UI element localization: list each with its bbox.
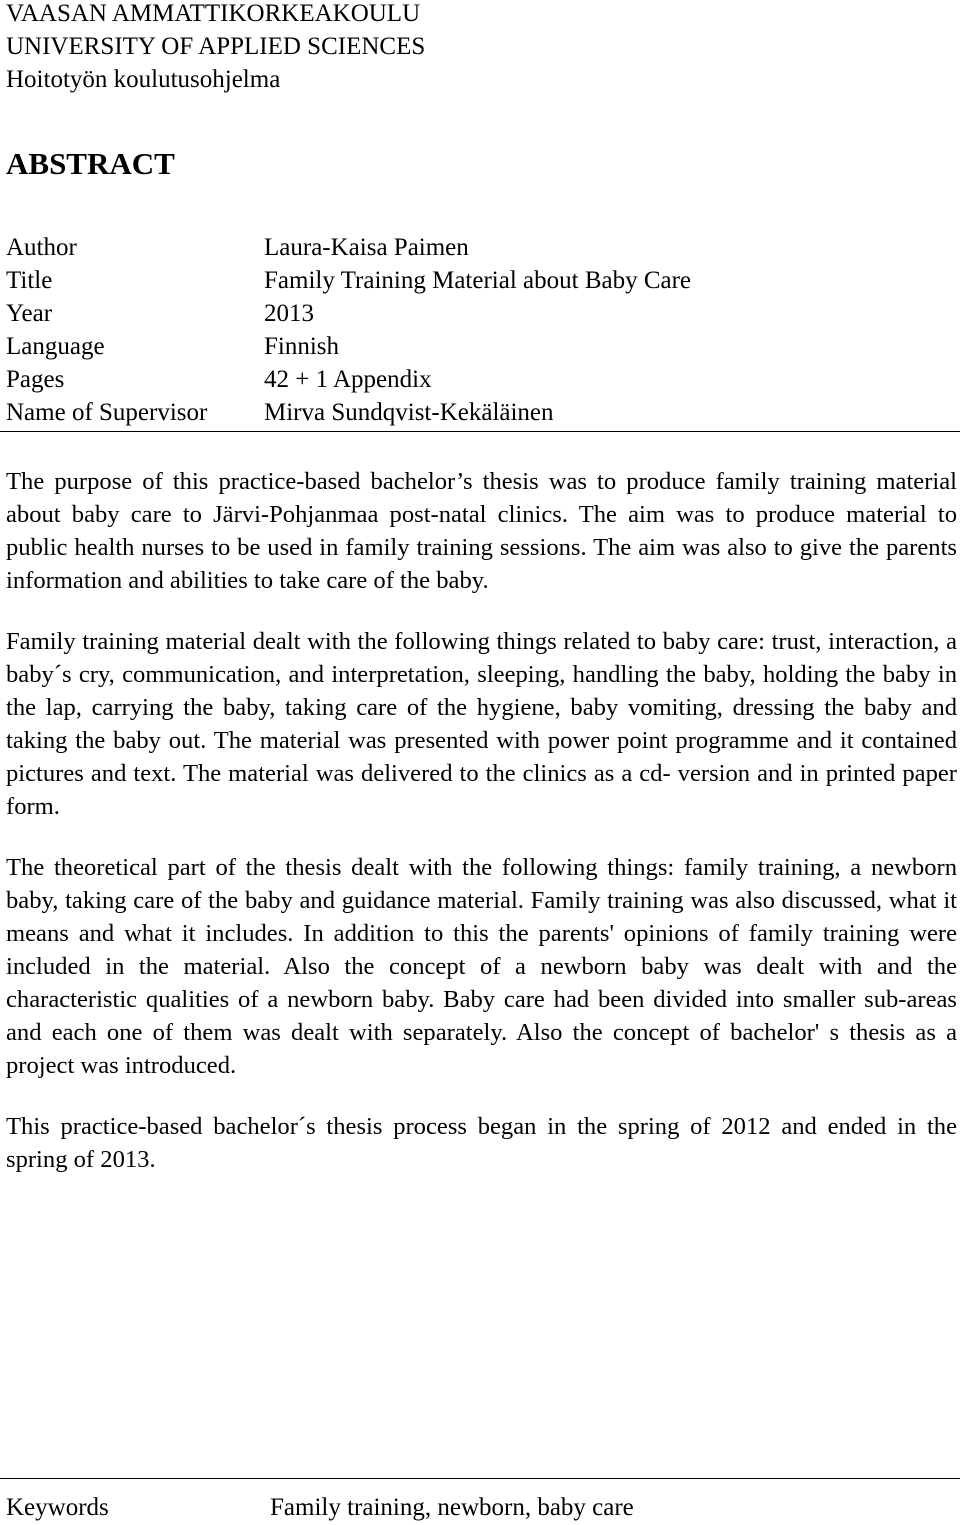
degree-programme: Hoitotyön koulutusohjelma [6, 66, 281, 93]
meta-row-author [6, 231, 958, 264]
meta-label: Author [6, 234, 77, 261]
meta-row-pages [6, 363, 958, 396]
meta-row-supervisor [6, 396, 958, 429]
meta-value: Mirva Sundqvist-Kekäläinen [264, 399, 554, 426]
meta-label: Language [6, 333, 105, 360]
institution-name: VAASAN AMMATTIKORKEAKOULU [6, 0, 421, 27]
abstract-paragraph: This practice-based bachelor´s thesis process began in the spring of 2012 and ended in the spring of 2013. [6, 1113, 957, 1173]
abstract-paragraph: The theoretical part of the thesis dealt with the following things: family training, a newborn baby, taking care of the baby and guidance material. Family training was also discussed, what it means and what it includes. In addition to this the parents' opinions of family training were included in the material. Also the concept of a newborn baby was dealt with and the characteristic qualities of a newborn baby. Baby care had been divided into smaller sub-areas and each one of them was dealt with separately. Also the concept of bachelor' s thesis as a project was introduced. [6, 854, 957, 1079]
keywords-value: Family training, newborn, baby care [270, 1494, 634, 1521]
keywords-row [0, 1478, 960, 1524]
thesis-metadata [6, 231, 958, 429]
institution-name-english: UNIVERSITY OF APPLIED SCIENCES [6, 33, 426, 60]
meta-label: Year [6, 300, 53, 327]
meta-label: Name of Supervisor [6, 399, 208, 426]
keywords-label: Keywords [6, 1494, 109, 1521]
meta-label: Pages [6, 366, 65, 393]
metadata-divider [0, 431, 960, 432]
meta-value: Finnish [264, 333, 340, 360]
abstract-paragraph: Family training material dealt with the following things related to baby care: trust, interaction, a baby´s cry, communication, and interpretation, sleeping, handling the baby, holding the baby in the lap, carrying the baby, taking care of the hygiene, baby vomiting, dressing the baby and taking the baby out. The material was presented with power point programme and it contained pictures and text. The material was delivered to the clinics as a cd- version and in printed paper form. [6, 628, 957, 820]
document-header [6, 0, 425, 96]
meta-value: 42 + 1 Appendix [264, 366, 432, 393]
meta-row-language [6, 330, 958, 363]
abstract-body [6, 465, 957, 1204]
meta-value: Family Training Material about Baby Care [264, 267, 692, 294]
abstract-heading: ABSTRACT [6, 146, 175, 181]
meta-row-year [6, 297, 958, 330]
meta-row-title [6, 264, 958, 297]
meta-value: Laura-Kaisa Paimen [264, 234, 469, 261]
meta-value: 2013 [264, 300, 314, 327]
abstract-page [6, 0, 958, 1525]
abstract-paragraph: The purpose of this practice-based bachelor’s thesis was to produce family training material about baby care to Järvi-Pohjanmaa post-natal clinics. The aim was to produce material to public health nurses to be used in family training sessions. The aim was also to give the parents information and abilities to take care of the baby. [6, 468, 957, 594]
meta-label: Title [6, 267, 53, 294]
